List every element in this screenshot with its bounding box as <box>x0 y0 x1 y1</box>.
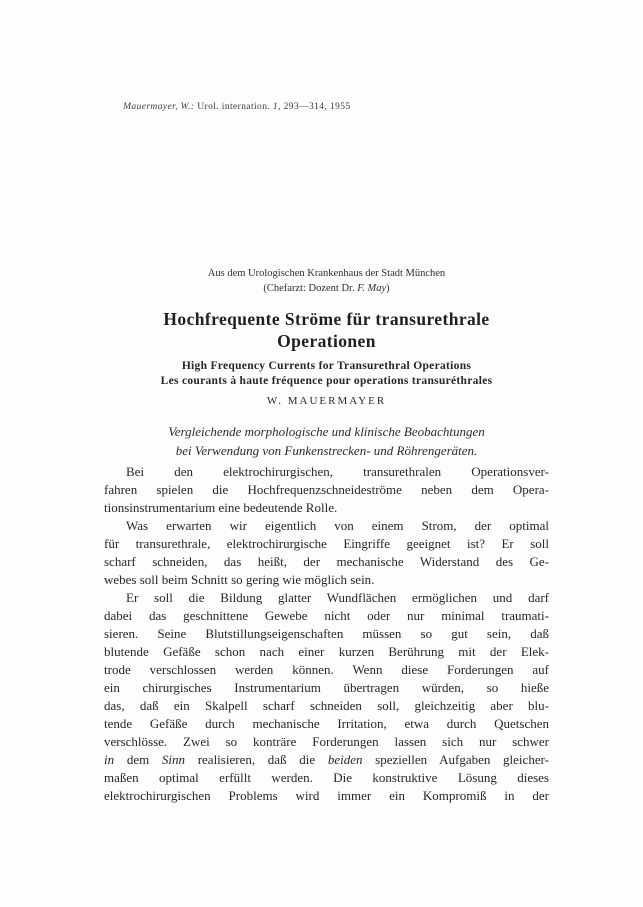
citation-journal: Urol. internation. <box>194 102 273 112</box>
body-line: Bei den elektrochirurgischen, transurethralen Operationsver- <box>126 464 549 479</box>
body-text <box>104 463 549 805</box>
body-line: verschlösse. Zwei so konträre Forderungen lassen sich nur schwer <box>104 734 549 749</box>
abstract-line-1: Vergleichende morphologische und klinische Beobachtungen <box>168 424 485 439</box>
article-title-line-1: Hochfrequente Ströme für transurethrale <box>163 309 490 329</box>
body-line: tende Gefäße durch mechanische Irritation, etwa durch Quetschen <box>104 716 549 731</box>
title-french: Les courants à haute fréquence pour operations transuréthrales <box>160 375 493 387</box>
body-line: sieren. Seine Blutstillungseigenschaften müssen so gut sein, daß <box>104 626 549 641</box>
body-line: elektrochirurgischen Problems wird immer ein Kompromiß in der <box>104 788 549 803</box>
affiliation-chefarzt <box>104 281 549 296</box>
body-line: webes soll beim Schnitt so gering wie möglich sein. <box>104 572 375 587</box>
body-line: fahren spielen die Hochfrequenzschneideströme neben dem Opera- <box>104 482 549 497</box>
citation-volume: 1 <box>272 102 279 112</box>
citation-pages: , 293—314, 1955 <box>278 102 351 112</box>
chefarzt-suffix: ) <box>386 283 390 294</box>
abstract-line-2: bei Verwendung von Funkenstrecken- und Röhrengeräten. <box>175 443 478 458</box>
author-name: W. MAUERMAYER <box>266 395 387 407</box>
body-line: blutende Gefäße schon nach einer kurzen Berührung mit der Elek- <box>104 644 549 659</box>
citation-author: Mauermayer, W.: <box>123 102 195 112</box>
article-content <box>104 266 549 805</box>
body-line: tionsinstrumentarium eine bedeutende Rolle. <box>104 500 338 515</box>
chefarzt-name: F. May <box>357 283 387 294</box>
running-head-citation <box>112 92 351 122</box>
body-line: für transurethrale, elektrochirurgische Eingriffe geeignet ist? Er soll <box>104 536 549 551</box>
body-line: scharf schneiden, das heißt, der mechanische Widerstand des Ge- <box>104 554 549 569</box>
body-line: dabei das geschnittene Gewebe nicht oder nur minimal traumati- <box>104 608 549 623</box>
body-line: das, daß ein Skalpell scharf schneiden soll, gleichzeitig aber blu- <box>104 698 549 713</box>
affiliation <box>104 266 549 296</box>
body-line: Er soll die Bildung glatter Wundflächen ermöglichen und darf <box>126 590 549 605</box>
body-line: in dem Sinn realisieren, daß die beiden speziellen Aufgaben gleicher- <box>104 752 549 767</box>
body-line: ein chirurgisches Instrumentarium übertragen würden, so hieße <box>104 680 549 695</box>
body-line: Was erwarten wir eigentlich von einem Strom, der optimal <box>126 518 549 533</box>
affiliation-line: Aus dem Urologischen Krankenhaus der Stadt München <box>207 268 446 279</box>
body-line: maßen optimal erfüllt werden. Die konstruktive Lösung dieses <box>104 770 549 785</box>
body-line: trode verschlossen werden können. Wenn diese Forderungen auf <box>104 662 549 677</box>
abstract-subtitle <box>104 422 549 460</box>
article-title <box>104 308 549 352</box>
title-english: High Frequency Currents for Transurethral Operations <box>181 360 472 372</box>
article-title-line-2: Operationen <box>277 331 376 351</box>
translated-titles <box>104 359 549 389</box>
chefarzt-prefix: (Chefarzt: Dozent Dr. <box>263 283 358 294</box>
